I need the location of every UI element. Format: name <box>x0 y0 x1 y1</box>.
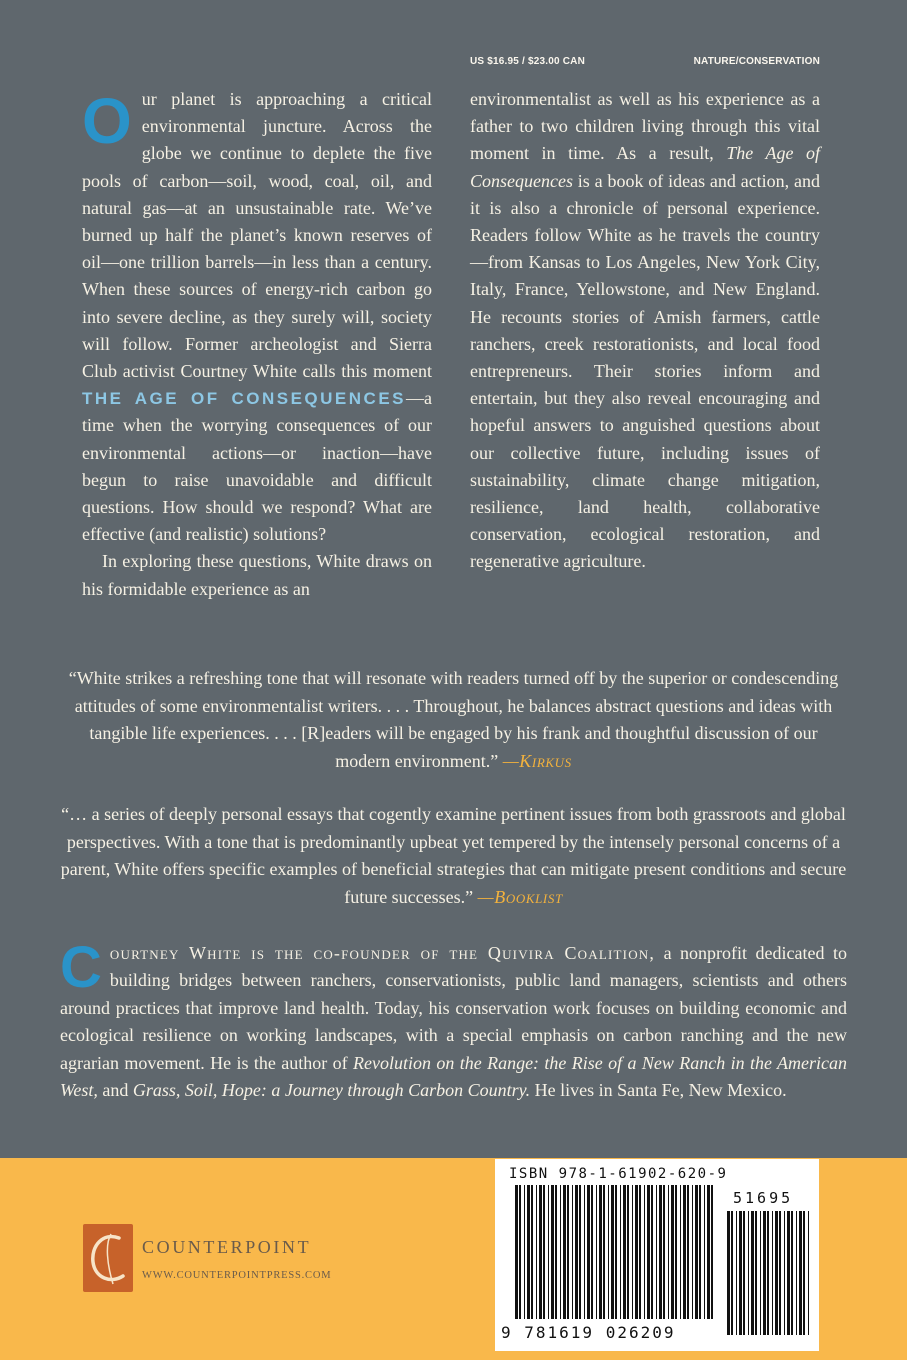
barcode-bar <box>727 1211 730 1335</box>
barcode-bar <box>536 1185 537 1319</box>
barcode-bar <box>572 1185 573 1319</box>
quote-text: “White strikes a refreshing tone that will resonate with readers turned off by the superior or condescending attitudes of some environmentalist writers. . . . Throughout, he balances abstract questions and ideas with tangible life experiences. . . . [R]eaders will be engaged by his frank and thoughtful discussion of our modern environment.” <box>68 668 839 771</box>
bio-mid: and <box>97 1080 133 1101</box>
barcode-bar <box>699 1185 701 1319</box>
barcode-bar <box>671 1185 674 1319</box>
barcode-bar <box>647 1185 650 1319</box>
barcode-bar <box>608 1185 609 1319</box>
barcode-bar <box>551 1185 554 1319</box>
description-paragraph-1 <box>82 86 432 548</box>
description-paragraph-3 <box>470 86 820 576</box>
quote-text: “… a series of deeply personal essays that cogently examine pertinent issues from both grassroots and global perspectives. With a tone that is predominantly upbeat yet tempered by the intensely personal concerns of a parent, White offers specific examples of beneficial strategies that can mitigate present conditions and secure future successes.” <box>60 804 847 907</box>
barcode-bar <box>663 1185 665 1319</box>
barcode-bar <box>695 1185 698 1319</box>
barcode-bar <box>799 1211 802 1335</box>
barcode-bar <box>748 1211 749 1335</box>
barcode-bar <box>587 1185 590 1319</box>
drop-cap-c: C <box>60 935 102 1000</box>
quote-attribution <box>478 887 563 907</box>
barcode-bar <box>739 1211 742 1335</box>
review-quote-kirkus <box>60 665 847 775</box>
description-right-column <box>470 86 820 576</box>
barcode-bar <box>707 1185 710 1319</box>
description-left-column <box>82 86 432 603</box>
description-text-3: environmentalist as well as his experience as a father to two children living through this vital moment in time. As a result, <box>470 89 820 164</box>
barcode-bar <box>668 1185 669 1319</box>
barcode-bar <box>651 1185 653 1319</box>
barcode-bar <box>639 1185 641 1319</box>
description-paragraph-2: In exploring these questions, White draws on his formidable experience as an <box>82 551 432 599</box>
quote-attribution <box>503 751 572 771</box>
barcode-bar <box>687 1185 689 1319</box>
bio-book-2: Grass, Soil, Hope: a Journey through Carbon Country. <box>132 1080 531 1101</box>
barcode-bar <box>632 1185 633 1319</box>
price-addon-code: 51695 <box>733 1189 794 1207</box>
barcode-bar <box>644 1185 645 1319</box>
author-bio <box>60 935 847 1104</box>
barcode-bar <box>736 1211 737 1335</box>
barcode-bar <box>751 1211 754 1335</box>
barcode-bar <box>731 1211 733 1335</box>
barcode-bar <box>656 1185 657 1319</box>
barcode-bar <box>560 1185 561 1319</box>
publisher-name: COUNTERPOINT <box>142 1237 312 1257</box>
barcode-bar <box>784 1211 785 1335</box>
barcode-bar <box>680 1185 681 1319</box>
barcode-bar <box>596 1185 597 1319</box>
barcode-bar <box>599 1185 602 1319</box>
barcode-bar <box>743 1211 745 1335</box>
ean-digits: 9 781619 026209 <box>501 1323 676 1342</box>
barcode-bar <box>539 1185 542 1319</box>
barcode-bar <box>515 1185 518 1319</box>
barcode-bar <box>524 1185 525 1319</box>
description-text-1: ur planet is approaching a critical environmental juncture. Across the globe we continue to deplete the five pools of carbon—soil, wood, coal, oil, and natural gas—at an unsustainable rate. We’ve burned up half the planet’s known reserves of oil—one trillion barrels—in less than a century. When these sources of energy-rich carbon go into severe decline, as they surely will, society will follow. Former archeologist and Sierra Club activist Courtney White calls this moment <box>82 89 432 382</box>
barcode-bar <box>779 1211 781 1335</box>
top-info-bar <box>470 56 820 67</box>
bio-lead: ourtney White is the co-founder of the Quivira Coalition, <box>109 943 656 963</box>
barcode-bar <box>711 1185 713 1319</box>
barcode-bar <box>623 1185 626 1319</box>
review-quote-booklist <box>60 801 847 911</box>
barcode-bar <box>787 1211 790 1335</box>
barcode-bar <box>635 1185 638 1319</box>
barcode-bar <box>683 1185 686 1319</box>
barcode-bar <box>620 1185 621 1319</box>
barcode-bar <box>567 1185 569 1319</box>
barcode-bar <box>563 1185 566 1319</box>
barcode-bar <box>659 1185 662 1319</box>
barcode-bar <box>692 1185 693 1319</box>
barcode-bar <box>808 1211 809 1335</box>
barcode-bar <box>519 1185 521 1319</box>
barcode-bar <box>796 1211 797 1335</box>
book-title-display: THE AGE OF CONSEQUENCES <box>82 389 406 409</box>
barcode-bar <box>591 1185 593 1319</box>
barcode-bar <box>527 1185 530 1319</box>
counterpoint-logo-icon <box>83 1224 133 1292</box>
barcode-bar <box>627 1185 629 1319</box>
barcode-bar <box>543 1185 545 1319</box>
isbn-label: ISBN 978-1-61902-620-9 <box>509 1166 728 1182</box>
bio-end: He lives in Santa Fe, New Mexico. <box>530 1080 787 1101</box>
barcode-bar <box>615 1185 617 1319</box>
barcode-bar <box>531 1185 533 1319</box>
barcode-bar <box>760 1211 761 1335</box>
bio-body: a nonprofit dedicated to building bridges between ranchers, conservationists, public land managers, scientists and others around practices that improve land health. Today, his conservation work focuses on building economic and ecological resilience on working landscapes, with a special emphasis on carbon ranching and the new agrarian movement. He is the author of <box>60 943 847 1073</box>
barcode-bar <box>704 1185 705 1319</box>
barcode-bar <box>803 1211 805 1335</box>
book-title-italic: The Age of Consequences <box>470 143 820 191</box>
barcode-bar <box>791 1211 793 1335</box>
description-text-2: —a time when the worrying consequences of our environmental actions—or inaction—have begun to raise unavoidable and difficult questions. How should we respond? What are effective (and realistic) solutions? <box>82 388 432 545</box>
bio-book-1: Revolution on the Range: the Rise of a New Ranch in the American West, <box>60 1052 847 1101</box>
barcode-bar <box>675 1185 677 1319</box>
barcode-bar <box>584 1185 585 1319</box>
description-text-4: is a book of ideas and action, and it is also a chronicle of personal experience. Readers follow White as he travels the country—from Kansas to Los Angeles, New York City, Italy, France, Yellowstone, and New England. He recounts stories of Amish farmers, cattle ranchers, creek restorationists, and local food entrepreneurs. Their stories inform and entertain, but they also reveal encouraging and hopeful answers to anguished questions about our collective future, including issues of sustainability, climate change mitigation, resilience, land health, collaborative conservation, ecological restoration, and regenerative agriculture. <box>470 170 820 572</box>
attribution-name: —Booklist <box>477 886 563 907</box>
price-label: US $16.95 / $23.00 CAN <box>470 56 586 67</box>
barcode-bar <box>548 1185 549 1319</box>
barcode-bar <box>611 1185 614 1319</box>
barcode-bar <box>763 1211 766 1335</box>
barcode-bar <box>755 1211 757 1335</box>
publisher-url: WWW.COUNTERPOINTPRESS.COM <box>142 1270 332 1281</box>
barcode-bar <box>775 1211 778 1335</box>
barcode-bar <box>767 1211 769 1335</box>
drop-cap-o: O <box>82 85 132 157</box>
barcode-bar <box>555 1185 557 1319</box>
barcode-bar <box>772 1211 773 1335</box>
category-label: NATURE/CONSERVATION <box>693 56 820 67</box>
barcode-box <box>495 1159 819 1351</box>
attribution-name: —Kirkus <box>502 750 572 771</box>
barcode-bar <box>575 1185 578 1319</box>
barcode-bar <box>603 1185 605 1319</box>
barcode-bar <box>579 1185 581 1319</box>
